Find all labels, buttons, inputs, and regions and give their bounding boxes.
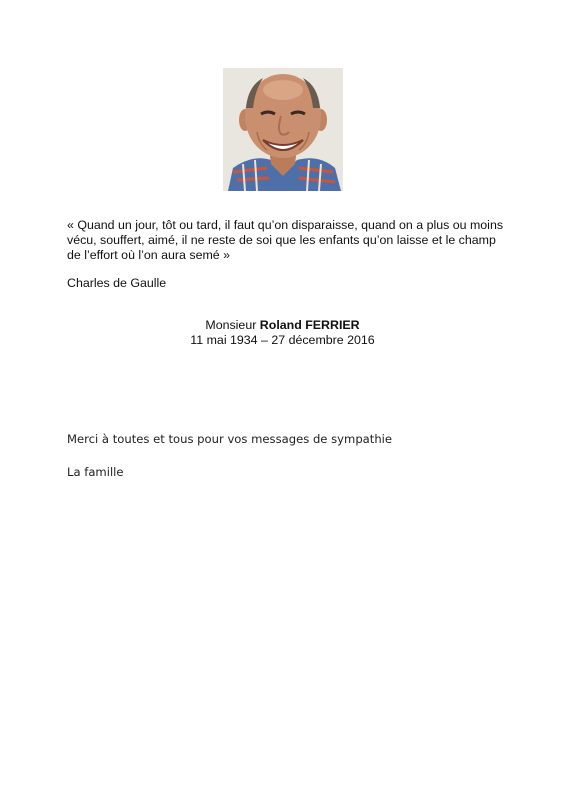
deceased-dates: 11 mai 1934 – 27 décembre 2016 [190,333,375,347]
portrait-icon [223,68,343,191]
thanks-message: Merci à toutes et tous pour vos messages de sympathie [67,432,393,446]
deceased-title: Monsieur [205,318,257,332]
quote-text: « Quand un jour, tôt ou tard, il faut qu’on disparaisse, quand on a plus ou moins vécu, souffert, aimé, il ne reste de soi que les enfants qu’on laisse et le champ de l’effort où l’on aura semé » [67,218,504,262]
deceased-name-line [0,318,565,333]
portrait-photo [223,68,343,191]
signature: La famille [67,465,124,479]
deceased-block [0,318,565,348]
deceased-name: Roland FERRIER [259,318,360,332]
quote-author: Charles de Gaulle [67,276,167,290]
